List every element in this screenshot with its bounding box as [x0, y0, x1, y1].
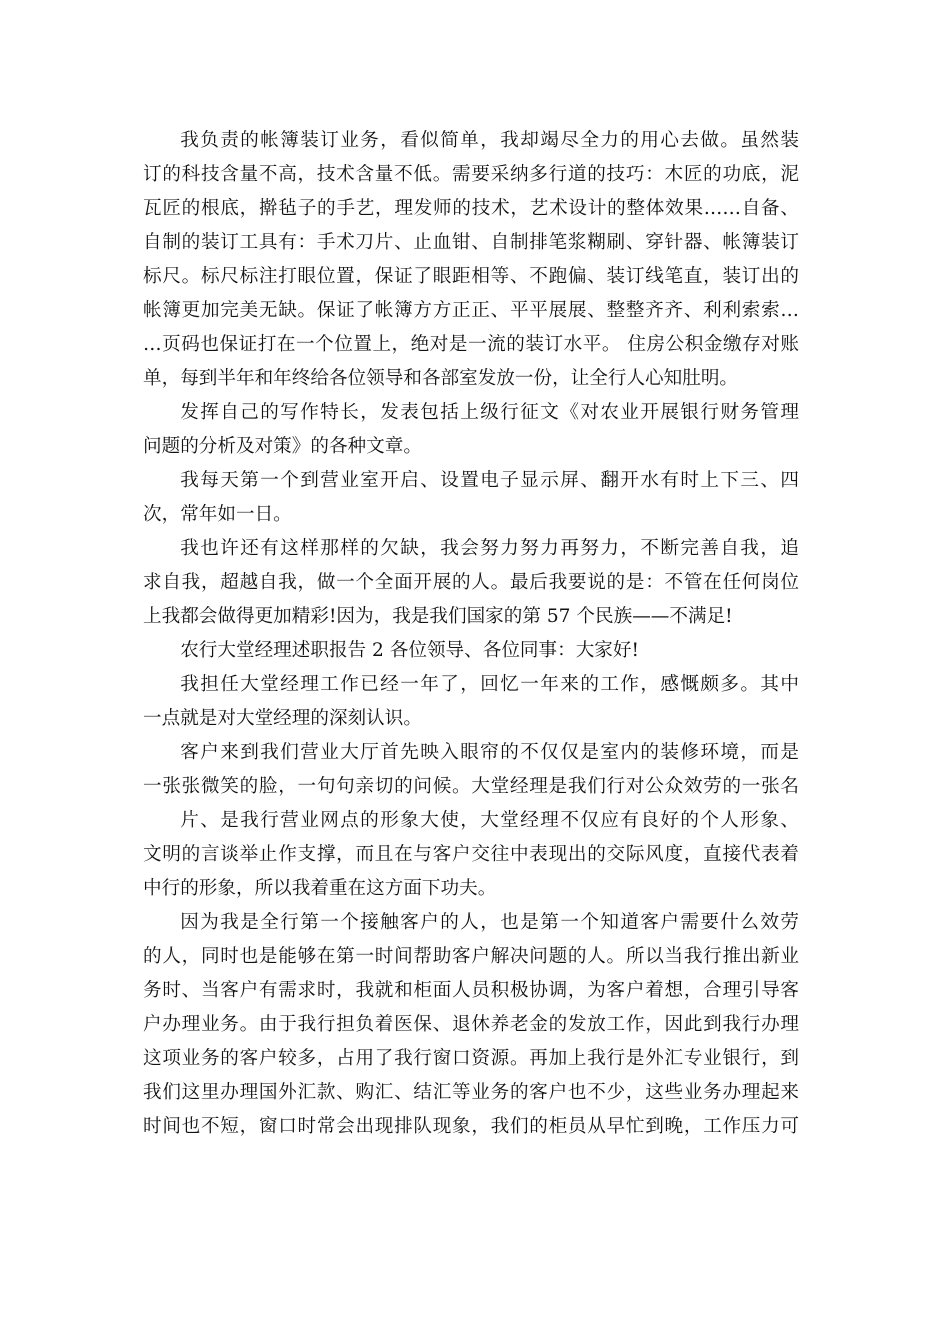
paragraph-customer-service [143, 906, 799, 1144]
paragraph-daily-duty [143, 464, 799, 532]
text-line: 单，每到半年和年终给各位领导和各部室发放一份，让全行人心知肚明。 [143, 368, 739, 389]
text-line: 我们这里办理国外汇款、购汇、结汇等业务的客户也不少，这些业务办理起来 [143, 1082, 799, 1103]
text-line: 次，常年如一日。 [143, 504, 292, 525]
text-line: 瓦匠的根底，擀毡子的手艺，理发师的技术，艺术设计的整体效果……自备、 [143, 198, 799, 219]
paragraph-self-improvement [143, 532, 799, 634]
document-body [143, 124, 799, 1144]
text-line: 中行的形象，所以我着重在这方面下功夫。 [143, 878, 497, 899]
text-line: 上我都会做得更加精彩!因为，我是我们国家的第 57 个民族——不满足! [143, 606, 733, 627]
paragraph-first-impression [143, 736, 799, 906]
text-line: 一张张微笑的脸，一句句亲切的问候。大堂经理是我们行对公众效劳的一张名 [143, 776, 799, 797]
paragraph-writing [143, 396, 799, 464]
text-line: 一点就是对大堂经理的深刻认识。 [143, 708, 422, 729]
text-line: 我也许还有这样那样的欠缺，我会努力努力再努力，不断完善自我，追 [180, 538, 799, 559]
text-line: 我负责的帐簿装订业务，看似简单，我却竭尽全力的用心去做。虽然装 [180, 130, 799, 151]
text-line: 帐簿更加完美无缺。保证了帐簿方方正正、平平展展、整整齐齐、利利索索… [143, 300, 799, 321]
text-line: 时间也不短，窗口时常会出现排队现象，我们的柜员从早忙到晚，工作压力可 [143, 1116, 799, 1137]
text-line: 标尺。标尺标注打眼位置，保证了眼距相等、不跑偏、装订线笔直，装订出的 [143, 266, 799, 287]
text-line: 客户来到我们营业大厅首先映入眼帘的不仅仅是室内的装修环境，而是 [180, 742, 799, 763]
paragraph-lobby-manager-intro [143, 668, 799, 736]
text-line: 问题的分析及对策》的各种文章。 [143, 436, 422, 457]
text-line: 我担任大堂经理工作已经一年了，回忆一年来的工作，感慨颇多。其中 [180, 674, 799, 695]
text-line: 自制的装订工具有：手术刀片、止血钳、自制排笔浆糊刷、穿针器、帐簿装订 [143, 232, 799, 253]
text-line: 发挥自己的写作特长，发表包括上级行征文《对农业开展银行财务管理 [180, 402, 799, 423]
text-line: 务时、当客户有需求时，我就和柜面人员积极协调，为客户着想，合理引导客 [143, 980, 799, 1001]
text-line: 片、是我行营业网点的形象大使，大堂经理不仅应有良好的个人形象、 [180, 810, 799, 831]
text-line: 因为我是全行第一个接触客户的人，也是第一个知道客户需要什么效劳 [180, 912, 799, 933]
text-line: 求自我，超越自我，做一个全面开展的人。最后我要说的是：不管在任何岗位 [143, 572, 799, 593]
paragraph-bookbinding [143, 124, 799, 396]
text-line: 的人，同时也是能够在第一时间帮助客户解决问题的人。所以当我行推出新业 [143, 946, 799, 967]
text-line: 我每天第一个到营业室开启、设置电子显示屏、翻开水有时上下三、四 [180, 470, 799, 491]
text-line: 这项业务的客户较多，占用了我行窗口资源。再加上我行是外汇专业银行，到 [143, 1048, 799, 1069]
text-line: 文明的言谈举止作支撑，而且在与客户交往中表现出的交际风度，直接代表着 [143, 844, 799, 865]
text-line: 订的科技含量不高，技术含量不低。需要采纳多行道的技巧：木匠的功底，泥 [143, 164, 799, 185]
report-heading [143, 634, 799, 668]
text-line: 农行大堂经理述职报告 2 各位领导、各位同事：大家好! [180, 640, 639, 661]
text-line: …页码也保证打在一个位置上，绝对是一流的装订水平。 住房公积金缴存对账 [143, 334, 799, 355]
text-line: 户办理业务。由于我行担负着医保、退休养老金的发放工作，因此到我行办理 [143, 1014, 799, 1035]
